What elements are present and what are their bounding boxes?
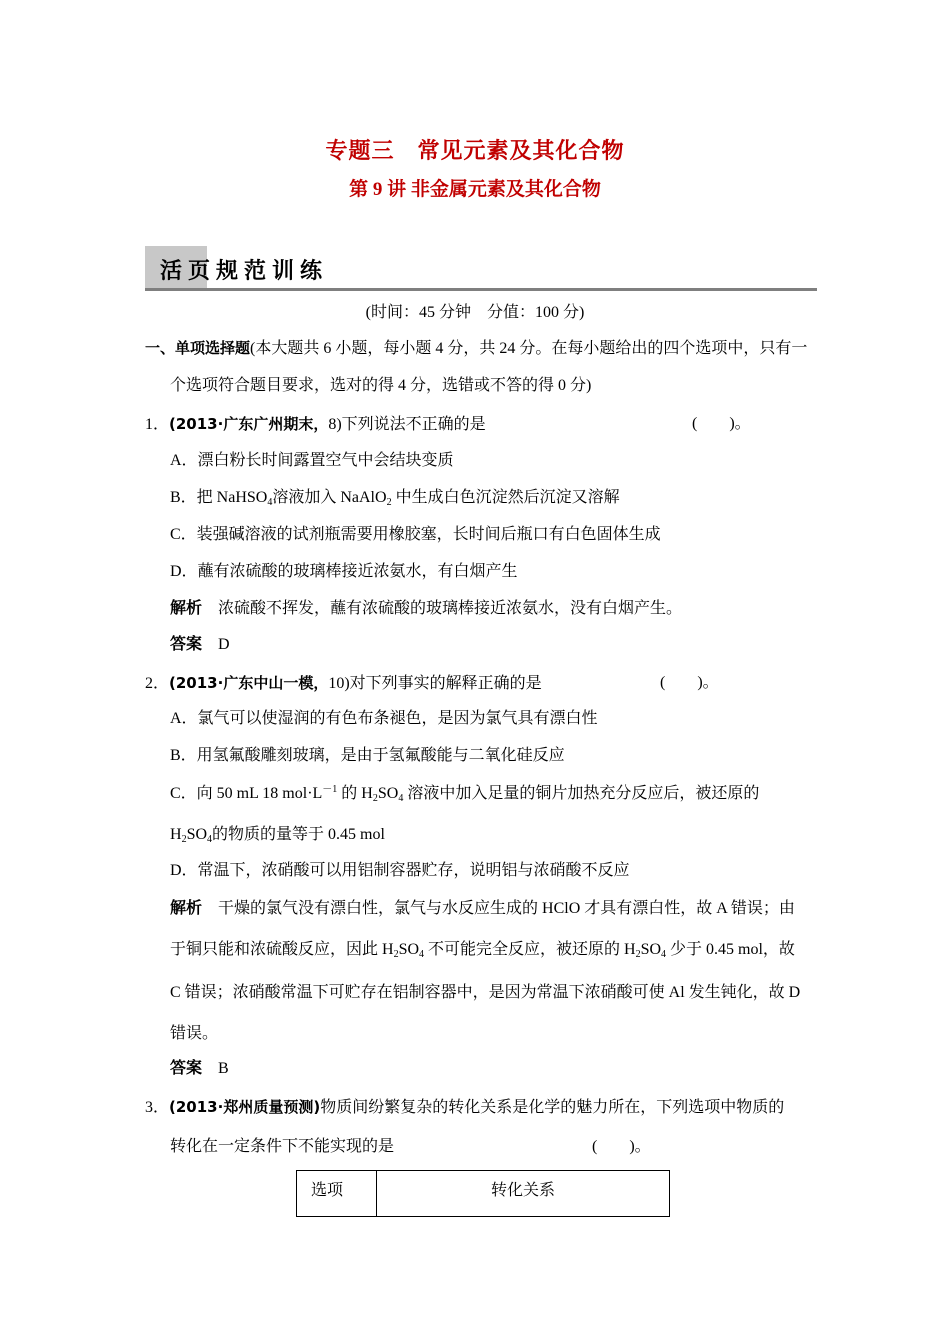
q2-option-b: B．用氢氟酸雕刻玻璃，是由于氢氟酸能与二氧化硅反应 — [170, 747, 565, 764]
section-desc-1: (本大题共 6 小题，每小题 4 分，共 24 分。在每小题给出的四个选项中，只有一 — [250, 340, 808, 357]
q2-c2-text-2: SO — [186, 826, 208, 843]
q2-text: 10)对下列事实的解释正确的是 — [328, 675, 542, 692]
q2-an2-sub-4: 4 — [661, 949, 667, 960]
q2-option-d: D．常温下，浓硝酸可以用铝制容器贮存，说明铝与浓硝酸不反应 — [170, 862, 630, 879]
q1-number: 1． — [145, 416, 170, 433]
q2-c2-text-1: H — [170, 826, 182, 843]
section-heading-line — [145, 337, 807, 360]
exam-meta: (时间：45 分钟 分值：100 分) — [365, 304, 585, 321]
q1-b-text-3: 中生成白色沉淀然后沉淀又溶解 — [391, 489, 620, 506]
section-heading: 一、单项选择题 — [145, 339, 251, 357]
q2-analysis-4: 错误。 — [170, 1025, 219, 1042]
q1-text: 8)下列说法不正确的是 — [328, 416, 486, 433]
q2-analysis-2 — [170, 939, 795, 961]
q2-source: (2013·广东中山一模， — [169, 674, 329, 692]
q2-c-text-4: 溶液中加入足量的铜片加热充分反应后，被还原的 — [403, 785, 760, 802]
lecture-subtitle: 第 9 讲 非金属元素及其化合物 — [349, 179, 601, 200]
q2-option-c — [170, 783, 759, 805]
section-desc-2: 个选项符合题目要求，选对的得 4 分，选错或不答的得 0 分) — [170, 377, 592, 394]
q1-analysis — [170, 598, 682, 620]
q2-an2-text-5: 少于 0.45 mol，故 — [666, 941, 795, 958]
q2-stem — [145, 672, 542, 695]
q1-stem — [145, 413, 486, 436]
q1-option-a: A．漂白粉长时间露置空气中会结块变质 — [170, 452, 454, 469]
q2-an2-text-3: 不可能完全反应，被还原的 H — [424, 941, 636, 958]
q1-analysis-label: 解析 — [170, 600, 203, 617]
q3-text: 物质间纷繁复杂的转化关系是化学的魅力所在，下列选项中物质的 — [320, 1099, 785, 1116]
q1-b-sub-2: 2 — [386, 497, 392, 508]
q2-analysis-3: C 错误；浓硝酸常温下可贮存在铝制容器中，是因为常温下浓硝酸可使 Al 发生钝化，故 D — [170, 984, 801, 1001]
q2-c-text-3: SO — [377, 785, 399, 802]
q2-c2-sub-1: 2 — [181, 834, 187, 845]
q3-stem-cont: 转化在一定条件下不能实现的是 — [170, 1138, 395, 1155]
q2-answer-label: 答案 — [170, 1060, 203, 1077]
q2-c-text-1: C．向 50 mL 18 mol·L — [170, 785, 323, 802]
q2-answer — [170, 1058, 229, 1080]
q1-answer — [170, 634, 230, 656]
q2-number: 2． — [145, 675, 170, 692]
section-banner — [145, 246, 817, 292]
q1-b-sub-1: 4 — [267, 497, 273, 508]
q1-option-b — [170, 487, 620, 509]
q3-stem — [145, 1096, 784, 1119]
q2-answer-value: B — [218, 1060, 229, 1077]
q2-answer-blank: ( )。 — [660, 674, 719, 691]
banner-rule — [145, 288, 817, 291]
q3-options-table — [296, 1170, 670, 1217]
q2-option-c-cont — [170, 824, 385, 846]
q1-answer-blank: ( )。 — [692, 415, 751, 432]
q2-analysis-text-1: 干燥的氯气没有漂白性，氯气与水反应生成的 HClO 才具有漂白性，故 A 错误；由 — [218, 900, 795, 917]
q3-source: (2013·郑州质量预测) — [169, 1098, 321, 1116]
q1-b-text-1: B．把 NaHSO — [170, 489, 268, 506]
q1-source: (2013·广东广州期末， — [169, 415, 329, 433]
q1-option-d: D．蘸有浓硫酸的玻璃棒接近浓氨水，有白烟产生 — [170, 563, 518, 580]
q1-b-text-2: 溶液加入 NaAlO — [272, 489, 387, 506]
q2-c-sup: －1 — [322, 784, 338, 795]
q1-answer-value: D — [218, 636, 230, 653]
q2-c2-sub-2: 4 — [207, 834, 213, 845]
q1-analysis-text: 浓硫酸不挥发，蘸有浓硫酸的玻璃棒接近浓氨水，没有白烟产生。 — [218, 600, 683, 617]
q1-answer-label: 答案 — [170, 636, 203, 653]
q2-analysis-1 — [170, 898, 795, 920]
q2-c2-text-3: 的物质的量等于 0.45 mol — [212, 826, 385, 843]
q2-analysis-label: 解析 — [170, 900, 203, 917]
q2-option-a: A．氯气可以使湿润的有色布条褪色，是因为氯气具有漂白性 — [170, 710, 598, 727]
chapter-title: 专题三 常见元素及其化合物 — [325, 138, 625, 163]
q2-an2-text-1: 于铜只能和浓硫酸反应，因此 H — [170, 941, 394, 958]
q2-c-sub-2: 4 — [398, 793, 404, 804]
q2-an2-sub-2: 4 — [419, 949, 425, 960]
table-header-conversion: 转化关系 — [377, 1171, 670, 1217]
q3-answer-blank: ( )。 — [592, 1138, 651, 1155]
q2-an2-sub-1: 2 — [393, 949, 399, 960]
q1-option-c: C．装强碱溶液的试剂瓶需要用橡胶塞，长时间后瓶口有白色固体生成 — [170, 526, 661, 543]
table-header-option: 选项 — [297, 1171, 377, 1217]
banner-title: 活页规范训练 — [160, 259, 329, 284]
table-row — [297, 1171, 670, 1217]
q3-number: 3． — [145, 1099, 170, 1116]
q2-an2-text-2: SO — [398, 941, 420, 958]
q2-c-text-2: 的 H — [337, 785, 373, 802]
q2-c-sub-1: 2 — [372, 793, 378, 804]
q2-an2-sub-3: 2 — [635, 949, 641, 960]
q2-an2-text-4: SO — [640, 941, 662, 958]
